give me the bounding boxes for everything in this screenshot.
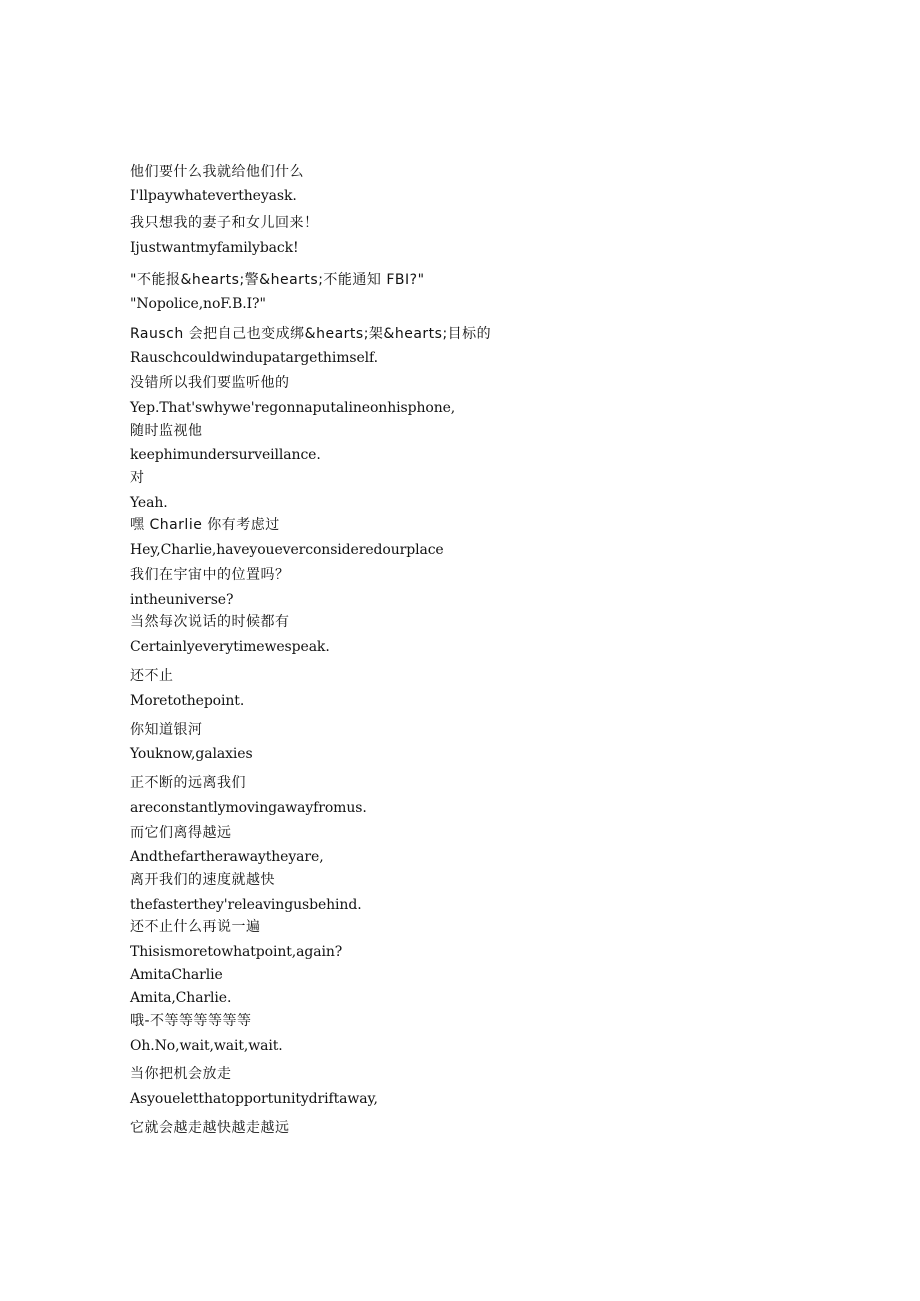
subtitle-line-zh: 正不断的远离我们	[130, 775, 246, 791]
subtitle-line-zh: 随时监视他	[130, 423, 203, 439]
subtitle-line-en: Rauschcouldwindupatargethimself.	[130, 350, 378, 366]
subtitle-line-zh: "不能报&hearts;警&hearts;不能通知 FBI?"	[130, 272, 425, 288]
subtitle-line-en: Hey,Charlie,haveyoueverconsideredourplace	[130, 542, 444, 558]
subtitle-line-en: intheuniverse?	[130, 592, 234, 608]
subtitle-line-zh: 我们在宇宙中的位置吗？	[130, 567, 290, 583]
subtitle-line-zh: 对	[130, 470, 145, 486]
subtitle-line-en: Yep.That'swhywe'regonnaputalineonhisphone,	[130, 400, 456, 416]
subtitle-line-en: Ijustwantmyfamilyback!	[130, 240, 299, 256]
subtitle-line-en: I'llpaywhatevertheyask.	[130, 188, 297, 204]
subtitle-line-en: keephimundersurveillance.	[130, 447, 321, 463]
subtitle-line-en: Asyoueletthatopportunitydriftaway,	[130, 1091, 378, 1107]
subtitle-line-zh: 没错所以我们要监听他的	[130, 375, 290, 391]
subtitle-line-zh: 嘿 Charlie 你有考虑过	[130, 517, 280, 533]
subtitle-line-en: "Nopolice,noF.B.I?"	[130, 296, 266, 312]
subtitle-line-zh: 当你把机会放走	[130, 1066, 232, 1082]
subtitle-line-en: thefasterthey'releavingusbehind.	[130, 897, 362, 913]
subtitle-line-en: Amita,Charlie.	[130, 990, 232, 1006]
subtitle-line-zh: 当然每次说话的时候都有	[130, 614, 290, 630]
subtitle-line-zh: 哦-不等等等等等等	[130, 1013, 252, 1029]
subtitle-line-en: AmitaCharlie	[130, 967, 223, 983]
subtitle-line-zh: 离开我们的速度就越快	[130, 872, 275, 888]
subtitle-line-en: Yeah.	[130, 495, 168, 511]
subtitle-line-en: Andthefartherawaytheyare,	[130, 849, 324, 865]
subtitle-line-en: Thisismoretowhatpoint,again?	[130, 944, 343, 960]
subtitle-line-en: Moretothepoint.	[130, 693, 245, 709]
subtitle-line-zh: 我只想我的妻子和女儿回来！	[130, 215, 319, 231]
subtitle-line-en: areconstantlymovingawayfromus.	[130, 800, 367, 816]
subtitle-line-zh: 他们要什么我就给他们什么	[130, 164, 304, 180]
subtitle-line-en: Youknow,galaxies	[130, 746, 253, 762]
subtitle-line-en: Certainlyeverytimewespeak.	[130, 639, 330, 655]
subtitle-line-zh: 还不止	[130, 668, 174, 684]
subtitle-line-zh: 还不止什么再说一遍	[130, 919, 261, 935]
subtitle-line-zh: Rausch 会把自己也变成绑&hearts;架&hearts;目标的	[130, 326, 492, 342]
subtitle-line-en: Oh.No,wait,wait,wait.	[130, 1038, 283, 1054]
subtitle-line-zh: 它就会越走越快越走越远	[130, 1120, 290, 1136]
subtitle-line-zh: 而它们离得越远	[130, 825, 232, 841]
subtitle-line-zh: 你知道银河	[130, 722, 203, 738]
